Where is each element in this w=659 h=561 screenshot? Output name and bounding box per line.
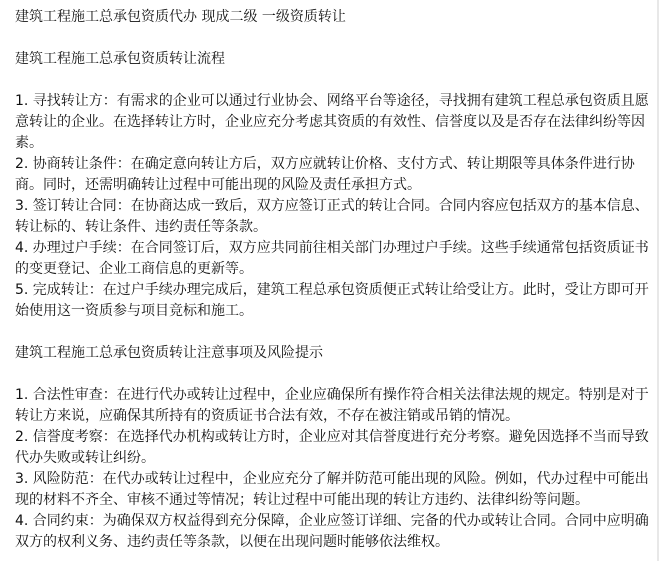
risk-item-3: 3. 风险防范：在代办或转让过程中，企业应充分了解并防范可能出现的风险。例如，代办过程中可能出现的材料不齐全、审核不通过等情况；转让过程中可能出现的转让方违约、法律纠纷等问题。 xyxy=(15,471,649,508)
document-title: 建筑工程施工总承包资质代办 现成二级 一级资质转让 xyxy=(15,9,346,25)
spacer xyxy=(15,322,649,343)
process-item-4: 4. 办理过户手续：在合同签订后，双方应共同前往相关部门办理过户手续。这些手续通常包括资质证书的变更登记、企业工商信息的更新等。 xyxy=(15,240,649,277)
risk-item-4: 4. 合同约束：为确保双方权益得到充分保障，企业应签订详细、完备的代办或转让合同。合同中应明确双方的权利义务、违约责任等条款，以便在出现问题时能够依法维权。 xyxy=(15,513,649,550)
process-heading: 建筑工程施工总承包资质转让流程 xyxy=(15,51,225,67)
process-item-3: 3. 签订转让合同：在协商达成一致后，双方应签订正式的转让合同。合同内容应包括双方的基本信息、转让标的、转让条件、违约责任等条款。 xyxy=(15,198,649,235)
risks-heading: 建筑工程施工总承包资质转让注意事项及风险提示 xyxy=(15,345,323,361)
process-item-2: 2. 协商转让条件：在确定意向转让方后，双方应就转让价格、支付方式、转让期限等具体条件进行协商。同时，还需明确转让过程中可能出现的风险及责任承担方式。 xyxy=(15,156,635,193)
spacer xyxy=(15,28,649,49)
risk-item-1: 1. 合法性审查：在进行代办或转让过程中，企业应确保所有操作符合相关法律法规的规定。特别是对于转让方来说，应确保其所持有的资质证书合法有效，不存在被注销或吊销的情况。 xyxy=(15,387,649,424)
spacer xyxy=(15,364,649,385)
process-item-5: 5. 完成转让：在过户手续办理完成后，建筑工程总承包资质便正式转让给受让方。此时，受让方即可开始使用这一资质参与项目竞标和施工。 xyxy=(15,282,649,319)
risk-item-2: 2. 信誉度考察：在选择代办机构或转让方时，企业应对其信誉度进行充分考察。避免因选择不当而导致代办失败或转让纠纷。 xyxy=(15,429,649,466)
spacer xyxy=(15,70,649,91)
process-item-1: 1. 寻找转让方：有需求的企业可以通过行业协会、网络平台等途径，寻找拥有建筑工程总承包资质且愿意转让的企业。在选择转让方时，企业应充分考虑其资质的有效性、信誉度以及是否存在法律纠纷等因素。 xyxy=(15,93,649,151)
